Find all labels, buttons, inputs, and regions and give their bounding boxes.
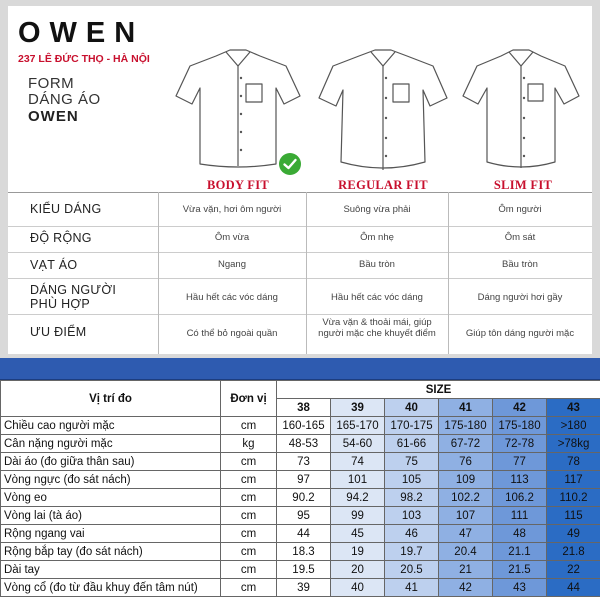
measurement-value: 41 [385,579,439,597]
cell-slim-style: Ôm người [498,204,542,215]
measurement-value: 117 [547,471,600,489]
measurement-name: Rộng bắp tay (đo sát nách) [1,543,221,561]
size-column-header: 42 [493,399,547,417]
measurement-unit: cm [221,525,277,543]
size-chart [0,358,600,600]
measurement-value: 19.5 [277,561,331,579]
measurement-value: 107 [439,507,493,525]
table-row [1,471,600,489]
measurement-value: 47 [439,525,493,543]
row-label-hem: VẠT ÁO [30,258,78,272]
divider [8,278,592,279]
selected-check-icon [278,152,302,176]
measurement-value: 99 [331,507,385,525]
cell-slim-body-type: Dáng người hơi gầy [477,292,563,303]
cell-body-hem: Ngang [218,259,246,270]
divider [158,192,159,354]
divider [8,192,592,193]
measurement-value: 175-180 [493,417,547,435]
measurement-value: 101 [331,471,385,489]
table-row [1,579,600,597]
measurement-value: 19.7 [385,543,439,561]
measurement-name: Vòng ngực (đo sát nách) [1,471,221,489]
cell-body-width: Ôm vừa [214,232,250,243]
measurement-value: 115 [547,507,600,525]
measurement-value: 73 [277,453,331,471]
measurement-value: 21.1 [493,543,547,561]
row-label-style: KIỂU DÁNG [30,202,102,216]
measurement-value: 170-175 [385,417,439,435]
measurement-unit: cm [221,561,277,579]
measurement-value: 20 [331,561,385,579]
size-column-header: 43 [547,399,600,417]
measurement-unit: kg [221,435,277,453]
measurement-unit: cm [221,543,277,561]
cell-body-style: Vừa vặn, hơi ôm người [182,204,282,215]
position-header: Vị trí đo [1,381,221,417]
measurement-name: Dài áo (đo giữa thân sau) [1,453,221,471]
measurement-value: 175-180 [439,417,493,435]
measurement-name: Chiều cao người mặc [1,417,221,435]
measurement-value: 40 [331,579,385,597]
measurement-value: 21 [439,561,493,579]
measurement-name: Cân nặng người mặc [1,435,221,453]
measurement-value: 44 [547,579,600,597]
cell-body-body-type: Hầu hết các vóc dáng [186,292,278,303]
divider [306,192,307,354]
fit-comparison-panel [8,6,592,354]
measurement-value: 42 [439,579,493,597]
row-label-body-type: DÁNG NGƯỜI PHÙ HỢP [30,283,117,311]
regular-fit-shirt-illustration [313,44,453,174]
measurement-value: 49 [547,525,600,543]
measurement-value: 45 [331,525,385,543]
cell-slim-advantage: Giúp tôn dáng người mặc [465,328,575,339]
measurement-value: 54-60 [331,435,385,453]
store-address: 237 LÊ ĐỨC THỌ - HÀ NỘI [18,53,150,65]
measurement-value: 106.2 [493,489,547,507]
table-row [1,543,600,561]
measurement-value: 95 [277,507,331,525]
cell-body-advantage: Có thể bỏ ngoài quần [186,328,278,339]
divider [8,314,592,315]
measurement-value: 39 [277,579,331,597]
size-column-header: 39 [331,399,385,417]
divider [8,252,592,253]
measurement-value: 74 [331,453,385,471]
measurement-value: 111 [493,507,547,525]
measurement-value: 20.5 [385,561,439,579]
unit-header: Đơn vị [221,381,277,417]
measurement-name: Dài tay [1,561,221,579]
measurement-value: 44 [277,525,331,543]
form-title-line2: DÁNG ÁO [28,91,101,108]
brand-logo: OWEN [18,17,145,49]
measurement-name: Rộng ngang vai [1,525,221,543]
measurement-name: Vòng eo [1,489,221,507]
size-header: SIZE [277,381,600,399]
fit-label-regular: REGULAR FIT [338,178,428,192]
table-row [1,453,600,471]
measurement-value: 18.3 [277,543,331,561]
measurement-value: 76 [439,453,493,471]
measurement-value: 19 [331,543,385,561]
measurement-value: 46 [385,525,439,543]
row-label-width: ĐỘ RỘNG [30,231,92,245]
measurement-unit: cm [221,417,277,435]
measurement-value: 72-78 [493,435,547,453]
measurement-name: Vòng cổ (đo từ đầu khuy đến tâm nút) [1,579,221,597]
measurement-unit: cm [221,489,277,507]
divider [448,192,449,354]
measurement-value: 61-66 [385,435,439,453]
cell-slim-width: Ôm sát [504,232,536,243]
form-title-line3: OWEN [28,108,79,125]
table-row [1,435,600,453]
measurement-value: 20.4 [439,543,493,561]
measurement-value: 165-170 [331,417,385,435]
measurement-value: 105 [385,471,439,489]
size-column-header: 40 [385,399,439,417]
measurement-value: 97 [277,471,331,489]
measurement-value: 75 [385,453,439,471]
measurement-unit: cm [221,471,277,489]
table-row [1,489,600,507]
slim-fit-shirt-illustration [451,44,591,174]
measurement-value: 98.2 [385,489,439,507]
form-title-line1: FORM [28,75,75,92]
measurement-unit: cm [221,579,277,597]
cell-regular-body-type: Hầu hết các vóc dáng [331,292,423,303]
table-header-band [0,358,600,380]
measurement-value: 90.2 [277,489,331,507]
measurement-value: >180 [547,417,600,435]
table-row [1,525,600,543]
measurement-value: 110.2 [547,489,600,507]
fit-label-body: BODY FIT [206,178,269,192]
measurement-value: 160-165 [277,417,331,435]
measurement-value: 48 [493,525,547,543]
size-table [0,380,600,597]
measurement-value: 113 [493,471,547,489]
divider [8,226,592,227]
cell-regular-style: Suông vừa phải [343,204,411,215]
measurement-value: 109 [439,471,493,489]
measurement-value: 103 [385,507,439,525]
cell-regular-width: Ôm nhẹ [360,232,394,243]
measurement-value: 102.2 [439,489,493,507]
table-row [1,417,600,435]
measurement-value: 67-72 [439,435,493,453]
measurement-value: 77 [493,453,547,471]
size-column-header: 38 [277,399,331,417]
table-row [1,507,600,525]
measurement-value: 21.5 [493,561,547,579]
measurement-unit: cm [221,453,277,471]
fit-label-slim: SLIM FIT [493,178,553,192]
measurement-name: Vòng lai (tà áo) [1,507,221,525]
row-label-advantage: ƯU ĐIỂM [30,325,87,339]
measurement-value: 94.2 [331,489,385,507]
size-column-header: 41 [439,399,493,417]
table-row [1,561,600,579]
measurement-value: 22 [547,561,600,579]
cell-regular-hem: Bầu tròn [359,259,395,270]
measurement-unit: cm [221,507,277,525]
measurement-value: 21.8 [547,543,600,561]
measurement-value: 48-53 [277,435,331,453]
cell-regular-advantage: Vừa vặn & thoải mái, giúp người mặc che khuyết điểm [318,317,436,339]
measurement-value: 78 [547,453,600,471]
cell-slim-hem: Bầu tròn [502,259,538,270]
measurement-value: >78kg [547,435,600,453]
measurement-value: 43 [493,579,547,597]
